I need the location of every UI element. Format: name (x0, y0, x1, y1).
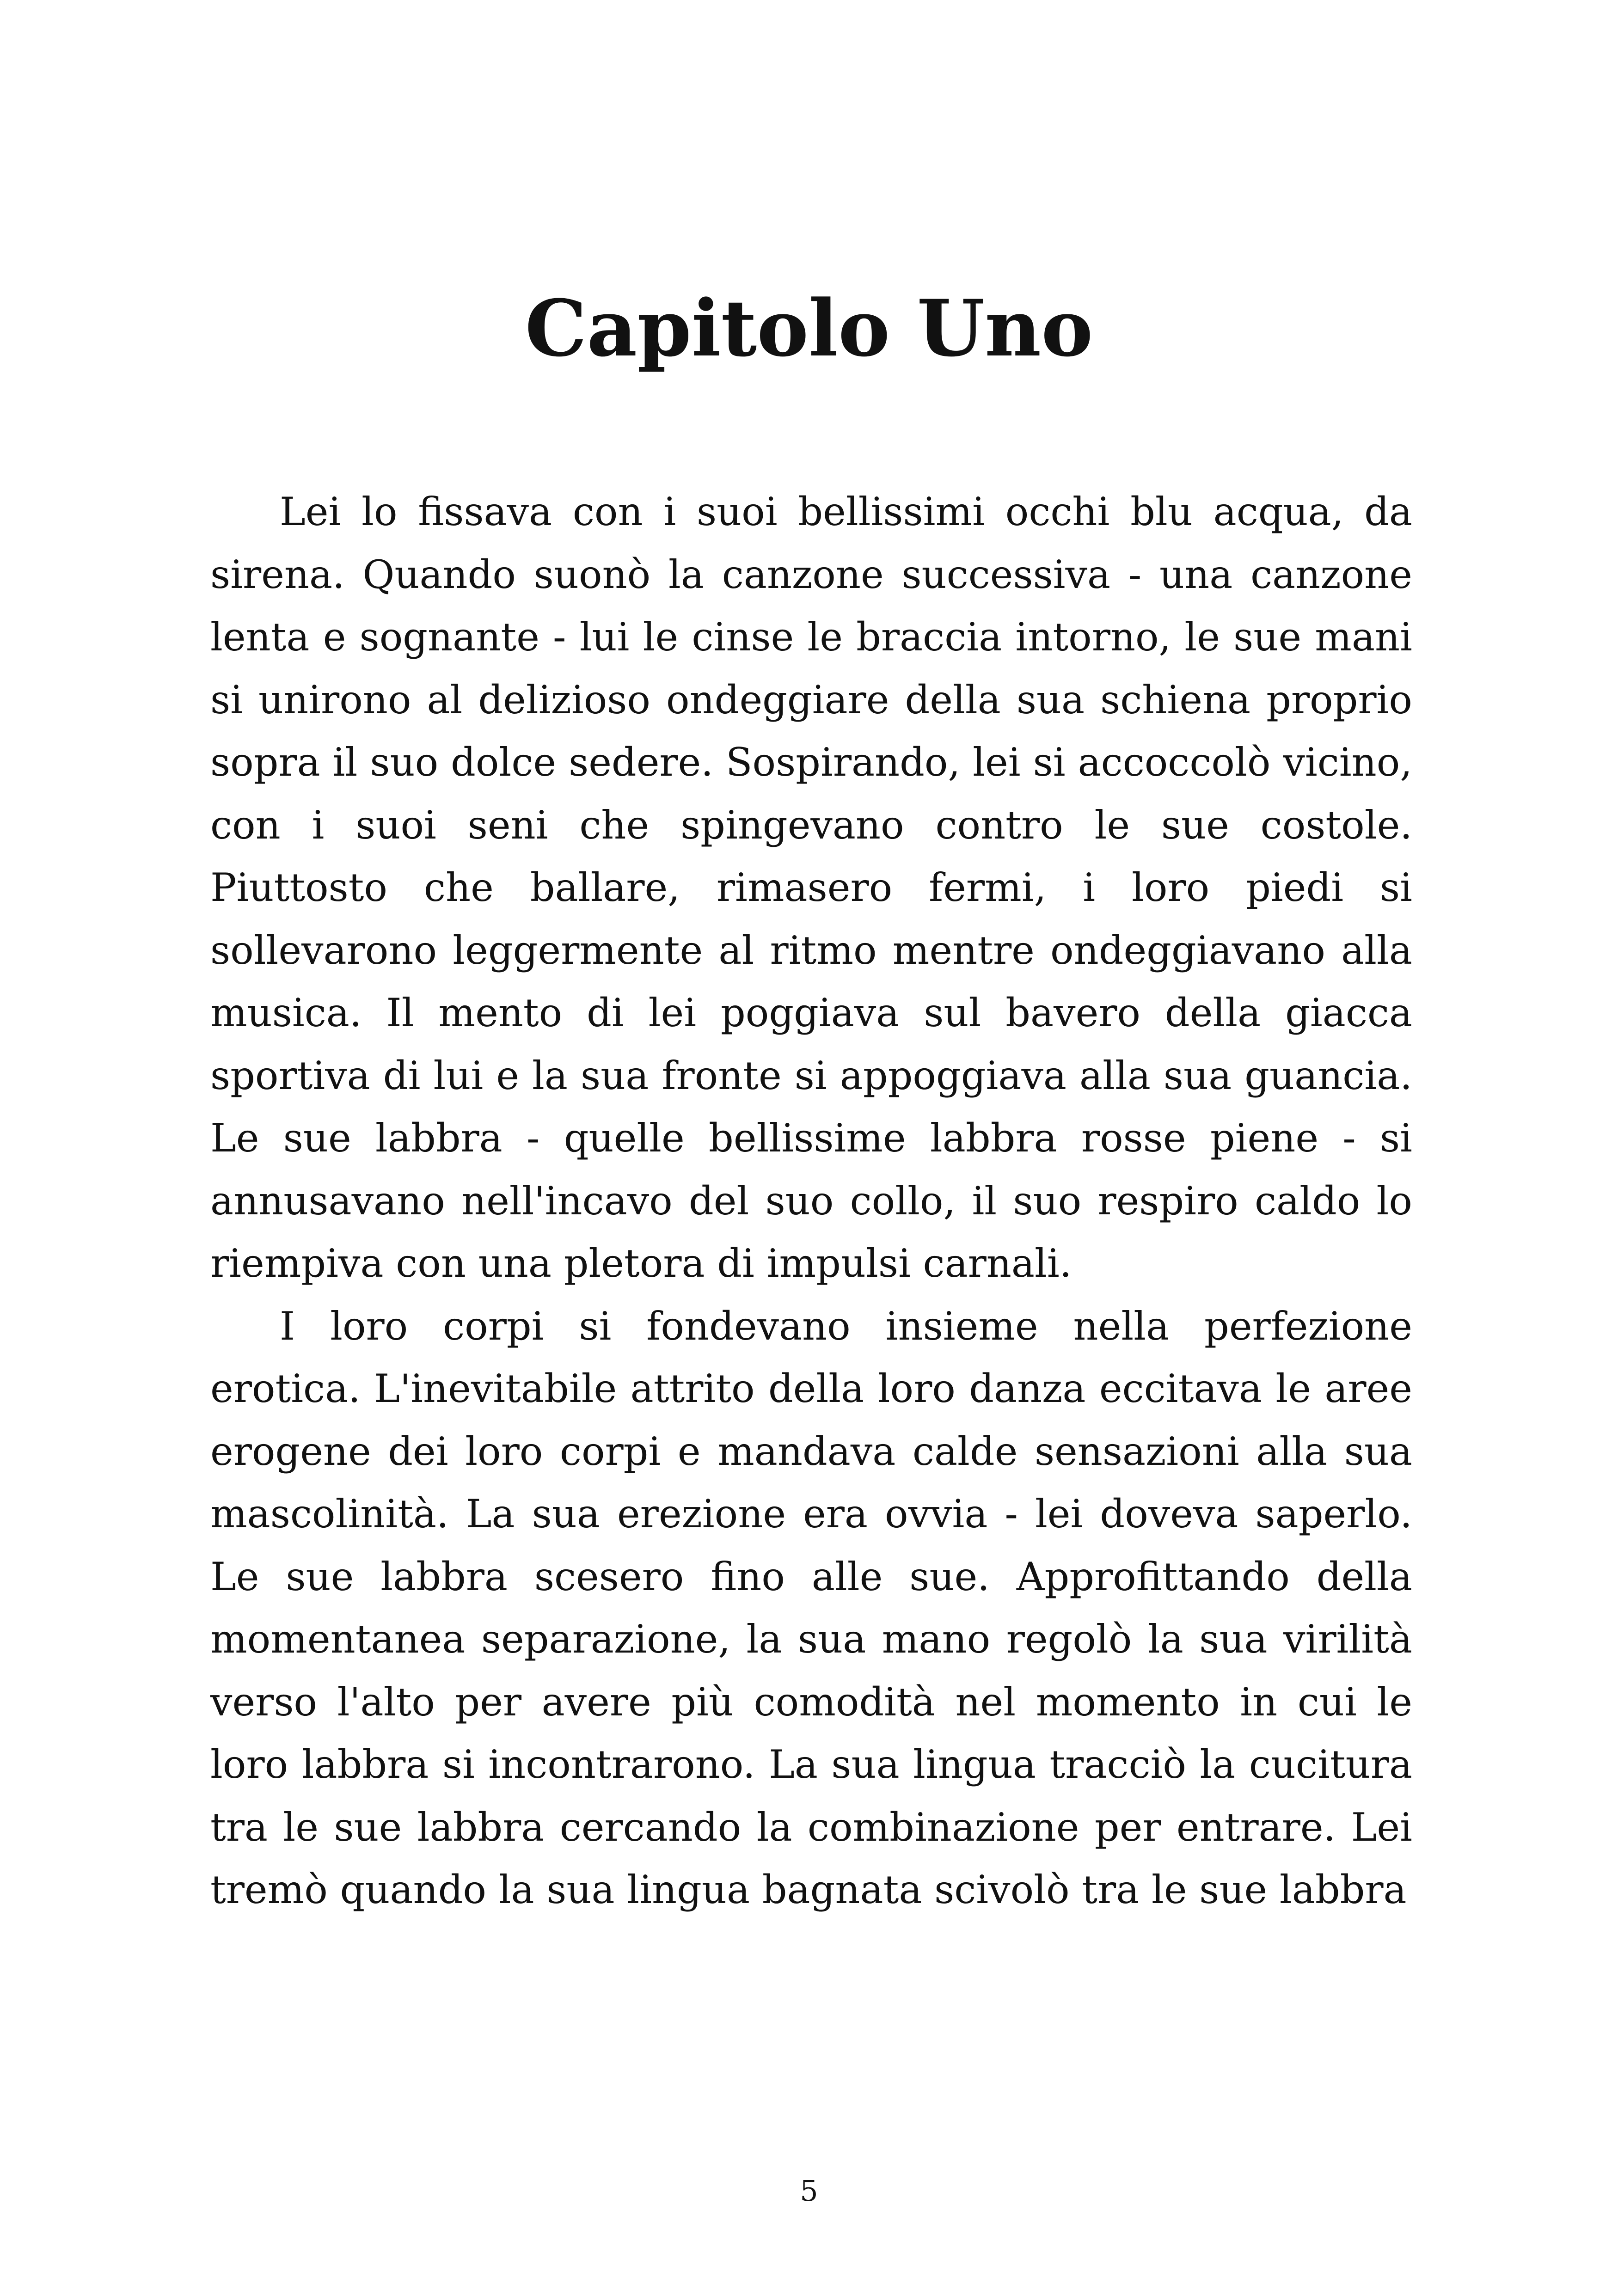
paragraph-2: I loro corpi si fondevano insieme nella perfezione erotica. L'inevitabile attrito della loro danza eccitava le aree erogene dei loro corpi e mandava calde sensazioni alla sua mascolinità. La sua erezione era ovvia - lei doveva saperlo. Le sue labbra scesero fino alle sue. Approfittando della momentanea separazione, la sua mano regolò la sua virilità verso l'alto per avere più comodità nel momento in cui le loro labbra si incontrarono. La sua lingua tracciò la cucitura tra le sue labbra cercando la combinazione per entrare. Lei tremò quando la sua lingua bagnata scivolò tra le sue labbra (210, 1303, 1412, 1912)
chapter-body (210, 481, 1412, 1922)
paragraph-1: Lei lo fissava con i suoi bellissimi occhi blu acqua, da sirena. Quando suonò la canzone successiva - una canzone lenta e sognante - lui le cinse le braccia intorno, le sue mani si unirono al delizioso ondeggiare della sua schiena proprio sopra il suo dolce sedere. Sospirando, lei si accoccolò vicino, con i suoi seni che spingevano contro le sue costole. Piuttosto che ballare, rimasero fermi, i loro piedi si sollevarono leggermente al ritmo mentre ondeggiavano alla musica. Il mento di lei poggiava sul bavero della giacca sportiva di lui e la sua fronte si appoggiava alla sua guancia. Le sue labbra - quelle bellissime labbra rosse piene - si annusavano nell'incavo del suo collo, il suo respiro caldo lo riempiva con una pletora di impulsi carnali. (210, 489, 1412, 1286)
chapter-title: Capitolo Uno (525, 282, 1093, 374)
page-number: 5 (800, 2174, 818, 2208)
